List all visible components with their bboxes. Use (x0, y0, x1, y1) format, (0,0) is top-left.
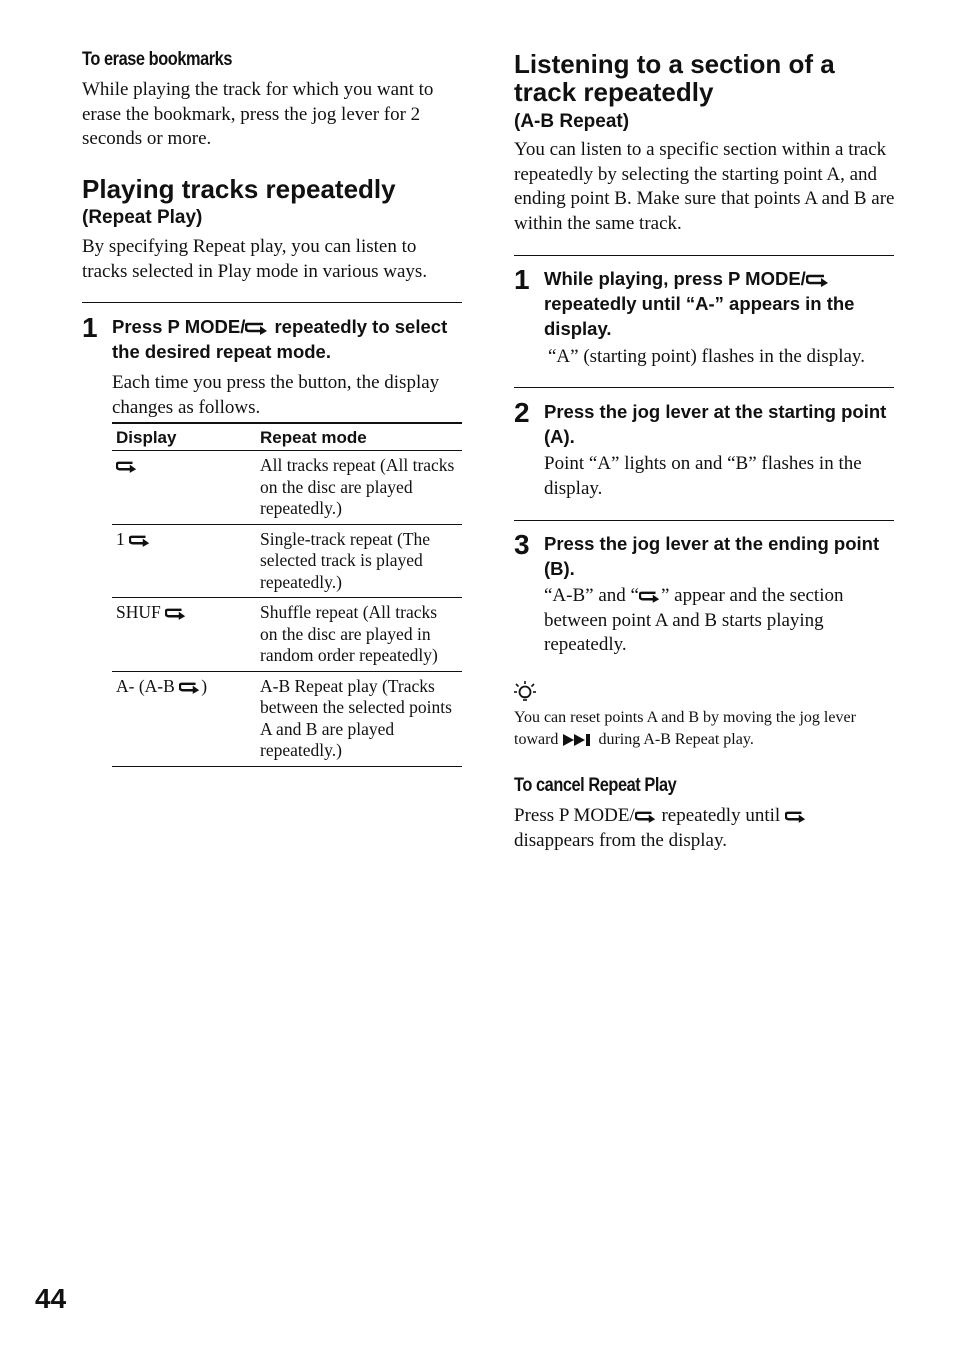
ab-step-3 (514, 531, 894, 658)
step-body: Point “A” lights on and “B” flashes in the display. (544, 453, 862, 499)
divider (514, 520, 894, 521)
step-title: Press the jog lever at the starting point (A). (544, 401, 887, 447)
repeat-icon (245, 321, 269, 335)
tip-text (514, 707, 874, 751)
display-cell (112, 451, 256, 525)
mode-cell: A-B Repeat play (Tracks between the selected points A and B are played repeatedly.) (256, 671, 462, 766)
header-repeat-mode: Repeat mode (256, 423, 462, 451)
repeat-icon (806, 273, 830, 287)
display-cell (112, 598, 256, 672)
repeat-section-title: Playing tracks repeatedly (82, 174, 396, 204)
display-cell (112, 671, 256, 766)
repeat-icon (165, 607, 187, 620)
step-number: 3 (514, 529, 530, 560)
step-title-part: repeatedly to select the desired repeat mode. (112, 316, 448, 362)
mode-cell: Single-track repeat (The selected track is played repeatedly.) (256, 524, 462, 598)
step-body: Each time you press the button, the display changes as follows. (112, 372, 440, 418)
step-title (112, 314, 462, 364)
repeat-icon (635, 810, 657, 823)
repeat-icon (785, 810, 807, 823)
divider (514, 255, 894, 256)
table-row (112, 451, 462, 525)
step-title: Press the jog lever at the ending point (B). (544, 533, 880, 579)
divider (514, 387, 894, 388)
page-number: 44 (35, 1283, 67, 1314)
repeat-mode-table-wrapper (112, 422, 462, 767)
step-body: “A” (starting point) flashes in the display. (548, 346, 865, 367)
ab-step-1 (514, 266, 894, 370)
mode-cell: Shuffle repeat (All tracks on the disc are played in random order repeatedly) (256, 598, 462, 672)
erase-bookmarks-body: While playing the track for which you want to erase the bookmark, press the jog lever for 2 seconds or more. (82, 79, 434, 149)
cancel-text-part: disappears from the display. (514, 829, 727, 851)
step-title-part: repeatedly until “A-” appears in the display. (544, 293, 855, 339)
display-text: SHUF (116, 602, 166, 622)
next-track-icon (562, 733, 594, 747)
table-header-row (112, 423, 462, 451)
display-text: 1 (116, 528, 130, 549)
ab-intro: You can listen to a specific section within a track repeatedly by selecting the starting point A, and ending point B. Make sure that points A and B are within the same track. (514, 139, 895, 234)
tip-text-part: during A-B Repeat play. (594, 731, 754, 748)
step-title (544, 266, 894, 341)
step-number: 1 (82, 312, 98, 343)
display-text: ) (201, 675, 208, 696)
cancel-repeat-body (514, 804, 854, 853)
step-number: 1 (514, 264, 530, 295)
step-body (544, 584, 894, 658)
cancel-repeat-heading: To cancel Repeat Play (514, 775, 677, 796)
table-row (112, 671, 462, 766)
lightbulb-icon (514, 680, 536, 704)
cancel-text-part: repeatedly until (656, 805, 785, 826)
repeat-icon (129, 534, 151, 547)
repeat-icon (179, 681, 201, 694)
step-title-part: While playing, press P MODE/ (544, 268, 806, 289)
cancel-text-part: Press P MODE/ (514, 805, 635, 826)
ab-section-subtitle: (A-B Repeat) (514, 111, 630, 132)
display-cell (112, 524, 256, 598)
repeat-mode-table (112, 422, 462, 767)
ab-step-2 (514, 399, 894, 501)
repeat-intro: By specifying Repeat play, you can listen to tracks selected in Play mode in various ways. (82, 236, 428, 282)
divider (82, 302, 462, 303)
display-text: A- (A-B (116, 675, 180, 696)
erase-bookmarks-heading: To erase bookmarks (82, 49, 232, 70)
mode-cell: All tracks repeat (All tracks on the disc are played repeatedly.) (256, 451, 462, 525)
step-body-part: “A-B” and “ (544, 585, 639, 606)
step-number: 2 (514, 397, 530, 428)
table-row (112, 598, 462, 672)
table-row (112, 524, 462, 598)
repeat-section-subtitle: (Repeat Play) (82, 207, 203, 228)
repeat-step-1 (82, 314, 462, 420)
tip-text-part: You can reset points A and B by moving the jog lever toward (514, 709, 856, 748)
repeat-icon (116, 460, 138, 473)
repeat-icon (639, 590, 661, 603)
step-body-part: ” appear and the section between point A and B starts playing repeatedly. (544, 585, 844, 655)
ab-section-title: Listening to a section of a track repeatedly (514, 49, 835, 107)
step-title-part: Press P MODE/ (112, 316, 246, 337)
header-display: Display (112, 423, 256, 451)
